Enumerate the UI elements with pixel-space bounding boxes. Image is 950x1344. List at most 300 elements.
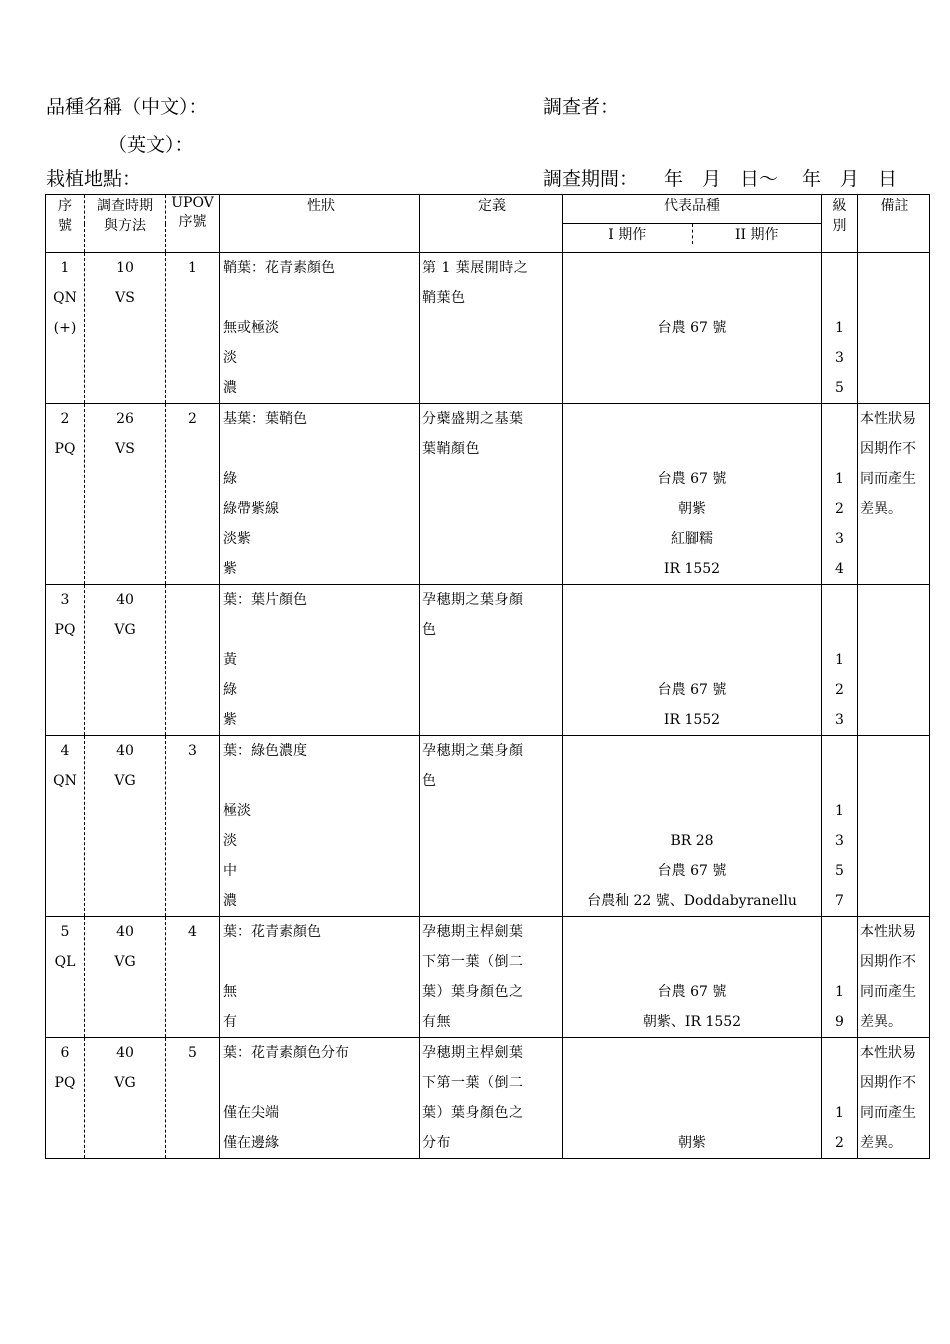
row-definition-line bbox=[422, 826, 562, 856]
row-time-line bbox=[85, 856, 165, 886]
row-note-line bbox=[860, 283, 929, 313]
row-definition-line: 第 1 葉展開時之 bbox=[422, 260, 529, 276]
row-note-line bbox=[860, 766, 929, 796]
investigator-label: 調查者： bbox=[543, 96, 620, 118]
row-time-line bbox=[85, 1128, 165, 1158]
row-varieties-cell bbox=[563, 253, 822, 404]
row-level-line: 5 bbox=[835, 863, 844, 879]
row-varieties-line bbox=[563, 1068, 821, 1098]
table-row bbox=[46, 404, 930, 585]
row-trait-line: 紫 bbox=[223, 561, 237, 577]
row-time-line: VS bbox=[115, 290, 135, 306]
col-header-note: 備註 bbox=[880, 198, 909, 214]
row-definition-line bbox=[422, 705, 562, 735]
row-seq-line: 3 bbox=[60, 592, 70, 608]
date-day-end: 日 bbox=[878, 168, 898, 190]
row-note-line bbox=[860, 796, 929, 826]
row-definition-cell bbox=[420, 1038, 563, 1159]
row-trait-line: 綠帶紫線 bbox=[223, 501, 279, 517]
table-row bbox=[46, 585, 930, 736]
row-time-line bbox=[85, 826, 165, 856]
row-upov-line bbox=[166, 615, 219, 645]
row-upov-line bbox=[166, 796, 219, 826]
row-level-line: 2 bbox=[835, 1135, 844, 1151]
row-definition-line bbox=[422, 886, 562, 916]
row-varieties-line: 台農 67 號 bbox=[657, 984, 727, 1000]
col-header-time: 調查時期 與方法 bbox=[85, 195, 166, 253]
row-seq-line bbox=[46, 856, 84, 886]
row-upov-line bbox=[166, 1128, 219, 1158]
row-note-line: 同而產生 bbox=[860, 471, 916, 487]
row-definition-line: 孕穗期之葉身顏 bbox=[422, 592, 524, 608]
row-level-line: 3 bbox=[835, 833, 844, 849]
date-day-start: 日～ bbox=[740, 168, 779, 190]
row-seq-line bbox=[46, 1128, 84, 1158]
row-varieties-cell bbox=[563, 917, 822, 1038]
row-level-line bbox=[822, 434, 857, 464]
row-upov-line bbox=[166, 494, 219, 524]
row-time-line bbox=[85, 524, 165, 554]
row-level-cell bbox=[822, 253, 858, 404]
planting-location-label: 栽植地點： bbox=[46, 168, 142, 190]
row-level-line bbox=[822, 736, 857, 766]
row-trait-line bbox=[223, 434, 419, 464]
row-definition-line bbox=[422, 675, 562, 705]
row-note-line: 差異。 bbox=[860, 1014, 902, 1030]
row-time-cell bbox=[85, 1038, 166, 1159]
row-definition-line bbox=[422, 645, 562, 675]
row-time-line: VS bbox=[115, 441, 135, 457]
row-trait-cell bbox=[220, 585, 420, 736]
row-level-line: 4 bbox=[835, 561, 844, 577]
row-note-line bbox=[860, 645, 929, 675]
row-level-line: 3 bbox=[835, 712, 844, 728]
row-note-line: 差異。 bbox=[860, 1135, 902, 1151]
col-header-trait: 性狀 bbox=[220, 195, 420, 253]
row-seq-line bbox=[46, 645, 84, 675]
row-seq-line bbox=[46, 494, 84, 524]
row-varieties-line: 台農 67 號 bbox=[657, 682, 727, 698]
row-time-line: VG bbox=[114, 954, 136, 970]
col-header-varieties: 代表品種 bbox=[563, 195, 822, 224]
row-note-cell bbox=[858, 736, 930, 917]
row-varieties-line bbox=[563, 1038, 821, 1068]
col-header-level: 級 別 bbox=[822, 195, 858, 253]
row-definition-line: 葉鞘顏色 bbox=[422, 441, 480, 457]
col-header-period1: I 期作 bbox=[563, 224, 693, 244]
row-time-line bbox=[85, 675, 165, 705]
row-seq-cell bbox=[46, 585, 85, 736]
row-upov-line: 4 bbox=[188, 924, 197, 940]
row-varieties-line bbox=[563, 434, 821, 464]
row-note-line: 因期作不 bbox=[860, 954, 916, 970]
row-upov-cell bbox=[166, 917, 220, 1038]
row-time-line bbox=[85, 554, 165, 584]
date-month-end: 月 bbox=[840, 168, 860, 190]
row-definition-line bbox=[422, 373, 562, 403]
row-trait-line: 紫 bbox=[223, 712, 237, 728]
row-definition-cell bbox=[420, 585, 563, 736]
row-definition-line: 分蘗盛期之基葉 bbox=[422, 411, 524, 427]
row-time-line: 10 bbox=[116, 260, 134, 276]
row-trait-line: 中 bbox=[223, 863, 237, 879]
row-seq-line bbox=[46, 675, 84, 705]
col-header-seq: 序 號 bbox=[46, 195, 85, 253]
row-seq-line bbox=[46, 524, 84, 554]
row-definition-line bbox=[422, 494, 562, 524]
row-trait-cell bbox=[220, 404, 420, 585]
row-varieties-line: 台農 67 號 bbox=[657, 471, 727, 487]
row-note-cell bbox=[858, 585, 930, 736]
row-time-line bbox=[85, 313, 165, 343]
row-varieties-line: 朝紫、IR 1552 bbox=[642, 1014, 742, 1030]
row-time-line: 26 bbox=[116, 411, 134, 427]
variety-name-english-label: （英文）： bbox=[108, 134, 194, 156]
row-upov-cell bbox=[166, 253, 220, 404]
row-level-line bbox=[822, 947, 857, 977]
row-level-line: 3 bbox=[835, 531, 844, 547]
table-row bbox=[46, 917, 930, 1038]
row-seq-cell bbox=[46, 736, 85, 917]
row-level-line bbox=[822, 253, 857, 283]
row-seq-line bbox=[46, 373, 84, 403]
row-upov-line bbox=[166, 645, 219, 675]
row-note-cell bbox=[858, 1038, 930, 1159]
table-row bbox=[46, 736, 930, 917]
row-definition-line: 分布 bbox=[422, 1135, 451, 1151]
row-upov-cell bbox=[166, 404, 220, 585]
row-varieties-cell bbox=[563, 404, 822, 585]
row-definition-line: 有無 bbox=[422, 1014, 451, 1030]
row-note-line: 本性狀易 bbox=[860, 1045, 916, 1061]
row-level-line bbox=[822, 917, 857, 947]
row-definition-line: 葉）葉身顏色之 bbox=[422, 984, 524, 1000]
row-note-cell bbox=[858, 253, 930, 404]
row-definition-line: 下第一葉（倒二 bbox=[422, 954, 524, 970]
row-trait-line: 綠 bbox=[223, 471, 237, 487]
row-definition-line: 下第一葉（倒二 bbox=[422, 1075, 524, 1091]
row-varieties-line: IR 1552 bbox=[663, 561, 721, 577]
row-definition-line bbox=[422, 343, 562, 373]
row-upov-line bbox=[166, 886, 219, 916]
row-level-line bbox=[822, 1038, 857, 1068]
row-varieties-line: 台農 67 號 bbox=[657, 863, 727, 879]
row-upov-line bbox=[166, 524, 219, 554]
row-trait-line: 有 bbox=[223, 1014, 237, 1030]
row-definition-line bbox=[422, 856, 562, 886]
row-definition-cell bbox=[420, 404, 563, 585]
row-upov-line bbox=[166, 675, 219, 705]
row-trait-line: 葉：綠色濃度 bbox=[223, 743, 307, 759]
row-seq-line bbox=[46, 886, 84, 916]
row-varieties-cell bbox=[563, 1038, 822, 1159]
row-seq-line: PQ bbox=[54, 441, 76, 457]
row-time-line bbox=[85, 705, 165, 735]
col-header-upov: UPOV 序號 bbox=[166, 195, 220, 253]
row-level-line: 2 bbox=[835, 501, 844, 517]
row-time-line: 40 bbox=[116, 592, 134, 608]
row-level-cell bbox=[822, 736, 858, 917]
row-trait-cell bbox=[220, 1038, 420, 1159]
col-header-period2: II 期作 bbox=[734, 227, 779, 243]
row-note-line: 同而產生 bbox=[860, 984, 916, 1000]
row-upov-line bbox=[166, 313, 219, 343]
row-varieties-line: 朝紫 bbox=[678, 1135, 706, 1151]
row-level-line bbox=[822, 1068, 857, 1098]
row-varieties-line bbox=[563, 373, 821, 403]
row-varieties-line: 台農秈 22 號、Doddabyranellu bbox=[587, 893, 797, 909]
row-note-line bbox=[860, 826, 929, 856]
row-seq-line: 5 bbox=[60, 924, 70, 940]
row-varieties-cell bbox=[563, 585, 822, 736]
row-time-line: 40 bbox=[116, 924, 134, 940]
row-upov-line bbox=[166, 585, 219, 615]
row-note-line bbox=[860, 736, 929, 766]
row-note-line bbox=[860, 253, 929, 283]
row-seq-cell bbox=[46, 917, 85, 1038]
row-seq-cell bbox=[46, 253, 85, 404]
row-upov-line: 1 bbox=[188, 260, 197, 276]
row-upov-line bbox=[166, 464, 219, 494]
row-note-cell bbox=[858, 917, 930, 1038]
row-level-line bbox=[822, 585, 857, 615]
row-definition-line bbox=[422, 464, 562, 494]
row-seq-line: 1 bbox=[60, 260, 70, 276]
row-definition-line: 孕穗期之葉身顏 bbox=[422, 743, 524, 759]
table-row bbox=[46, 253, 930, 404]
row-upov-cell bbox=[166, 1038, 220, 1159]
row-varieties-cell bbox=[563, 736, 822, 917]
row-trait-cell bbox=[220, 253, 420, 404]
row-upov-cell bbox=[166, 736, 220, 917]
row-upov-line bbox=[166, 705, 219, 735]
row-definition-line bbox=[422, 554, 562, 584]
row-seq-cell bbox=[46, 404, 85, 585]
row-note-line bbox=[860, 524, 929, 554]
row-trait-line: 僅在邊緣 bbox=[223, 1135, 279, 1151]
row-level-cell bbox=[822, 1038, 858, 1159]
row-level-cell bbox=[822, 917, 858, 1038]
row-seq-line bbox=[46, 796, 84, 826]
row-varieties-line bbox=[563, 947, 821, 977]
row-varieties-line bbox=[563, 917, 821, 947]
row-level-line: 2 bbox=[835, 682, 844, 698]
row-note-line: 差異。 bbox=[860, 501, 902, 517]
row-note-line bbox=[860, 585, 929, 615]
row-trait-cell bbox=[220, 917, 420, 1038]
row-definition-line: 鞘葉色 bbox=[422, 290, 466, 306]
row-level-line: 5 bbox=[835, 380, 844, 396]
row-varieties-line: BR 28 bbox=[670, 833, 714, 849]
row-note-line bbox=[860, 615, 929, 645]
row-level-cell bbox=[822, 585, 858, 736]
row-varieties-line: 台農 67 號 bbox=[657, 320, 727, 336]
row-level-line bbox=[822, 615, 857, 645]
row-varieties-line bbox=[563, 615, 821, 645]
survey-period-label: 調查期間： bbox=[543, 168, 639, 190]
row-trait-line: 無 bbox=[223, 984, 237, 1000]
col-header-periods bbox=[563, 224, 822, 253]
date-month-start: 月 bbox=[702, 168, 722, 190]
row-seq-line: 6 bbox=[60, 1045, 70, 1061]
row-time-line: VG bbox=[114, 1075, 136, 1091]
row-seq-line bbox=[46, 1007, 84, 1037]
row-note-line bbox=[860, 675, 929, 705]
row-level-line: 7 bbox=[835, 893, 844, 909]
row-definition-cell bbox=[420, 736, 563, 917]
row-varieties-line bbox=[563, 766, 821, 796]
row-level-line: 1 bbox=[835, 1105, 844, 1121]
row-definition-line bbox=[422, 313, 562, 343]
row-trait-line bbox=[223, 1068, 419, 1098]
row-upov-line bbox=[166, 1068, 219, 1098]
row-level-cell bbox=[822, 404, 858, 585]
row-trait-line: 極淡 bbox=[223, 803, 251, 819]
row-upov-line bbox=[166, 554, 219, 584]
survey-date-range bbox=[664, 164, 898, 191]
row-time-line bbox=[85, 494, 165, 524]
row-varieties-line bbox=[563, 253, 821, 283]
row-definition-line: 葉）葉身顏色之 bbox=[422, 1105, 524, 1121]
row-definition-cell bbox=[420, 253, 563, 404]
row-upov-line bbox=[166, 283, 219, 313]
row-trait-line bbox=[223, 615, 419, 645]
row-varieties-line bbox=[563, 343, 821, 373]
row-note-line bbox=[860, 554, 929, 584]
row-time-line: VG bbox=[114, 773, 136, 789]
row-trait-cell bbox=[220, 736, 420, 917]
date-year-start: 年 bbox=[664, 168, 684, 190]
row-note-line bbox=[860, 856, 929, 886]
row-time-line bbox=[85, 464, 165, 494]
variety-name-chinese-label: 品種名稱（中文）： bbox=[46, 96, 208, 118]
row-upov-line bbox=[166, 977, 219, 1007]
row-note-line: 同而產生 bbox=[860, 1105, 916, 1121]
row-varieties-line bbox=[563, 736, 821, 766]
row-time-line bbox=[85, 1007, 165, 1037]
row-seq-line: PQ bbox=[54, 622, 76, 638]
row-time-line: 40 bbox=[116, 1045, 134, 1061]
row-trait-line: 濃 bbox=[223, 893, 237, 909]
row-trait-line: 淡 bbox=[223, 350, 237, 366]
row-trait-line: 淡紫 bbox=[223, 531, 251, 547]
row-trait-line: 葉：花青素顏色 bbox=[223, 924, 321, 940]
row-seq-line: 4 bbox=[60, 743, 70, 759]
row-level-line bbox=[822, 404, 857, 434]
row-seq-cell bbox=[46, 1038, 85, 1159]
row-definition-line bbox=[422, 524, 562, 554]
row-varieties-line: 紅腳糯 bbox=[671, 531, 713, 547]
row-seq-line bbox=[46, 977, 84, 1007]
row-trait-line: 僅在尖端 bbox=[223, 1105, 279, 1121]
row-upov-cell bbox=[166, 585, 220, 736]
row-level-line: 1 bbox=[835, 803, 844, 819]
row-time-line bbox=[85, 343, 165, 373]
row-note-line bbox=[860, 373, 929, 403]
row-time-line bbox=[85, 977, 165, 1007]
row-note-line: 本性狀易 bbox=[860, 924, 916, 940]
row-level-line: 9 bbox=[835, 1014, 844, 1030]
row-seq-line bbox=[46, 464, 84, 494]
row-seq-line bbox=[46, 554, 84, 584]
row-time-line bbox=[85, 886, 165, 916]
row-time-line bbox=[85, 645, 165, 675]
row-definition-line: 色 bbox=[422, 622, 437, 638]
row-note-line bbox=[860, 705, 929, 735]
row-upov-line bbox=[166, 766, 219, 796]
row-upov-line bbox=[166, 856, 219, 886]
row-varieties-line bbox=[563, 585, 821, 615]
row-upov-line bbox=[166, 1098, 219, 1128]
row-trait-line: 淡 bbox=[223, 833, 237, 849]
row-seq-line: QN bbox=[53, 290, 77, 306]
row-time-line bbox=[85, 796, 165, 826]
row-upov-line bbox=[166, 1007, 219, 1037]
row-varieties-line bbox=[563, 283, 821, 313]
row-time-cell bbox=[85, 917, 166, 1038]
row-note-line: 因期作不 bbox=[860, 1075, 916, 1091]
row-trait-line: 黃 bbox=[223, 652, 237, 668]
row-trait-line: 葉：花青素顏色分布 bbox=[223, 1045, 349, 1061]
row-varieties-line: IR 1552 bbox=[663, 712, 721, 728]
row-seq-line bbox=[46, 1098, 84, 1128]
row-level-line bbox=[822, 766, 857, 796]
row-time-line bbox=[85, 1098, 165, 1128]
row-upov-line: 3 bbox=[188, 743, 197, 759]
row-varieties-line bbox=[563, 1098, 821, 1128]
row-upov-line: 2 bbox=[188, 411, 197, 427]
date-year-end: 年 bbox=[802, 168, 822, 190]
row-trait-line bbox=[223, 283, 419, 313]
row-upov-line bbox=[166, 826, 219, 856]
row-note-line bbox=[860, 313, 929, 343]
row-time-line bbox=[85, 373, 165, 403]
row-upov-line bbox=[166, 343, 219, 373]
row-varieties-line bbox=[563, 796, 821, 826]
row-trait-line bbox=[223, 947, 419, 977]
row-note-line bbox=[860, 886, 929, 916]
row-upov-line bbox=[166, 434, 219, 464]
row-upov-line: 5 bbox=[188, 1045, 197, 1061]
row-definition-line bbox=[422, 796, 562, 826]
row-definition-cell bbox=[420, 917, 563, 1038]
row-seq-line: PQ bbox=[54, 1075, 76, 1091]
row-trait-line bbox=[223, 766, 419, 796]
row-level-line: 1 bbox=[835, 652, 844, 668]
row-trait-line: 無或極淡 bbox=[223, 320, 279, 336]
row-seq-line: 2 bbox=[60, 411, 70, 427]
row-time-cell bbox=[85, 404, 166, 585]
row-seq-line bbox=[46, 826, 84, 856]
row-note-line: 本性狀易 bbox=[860, 411, 916, 427]
row-trait-line: 鞘葉：花青素顏色 bbox=[223, 260, 335, 276]
row-trait-line: 綠 bbox=[223, 682, 237, 698]
row-definition-line: 色 bbox=[422, 773, 437, 789]
row-trait-line: 葉：葉片顏色 bbox=[223, 592, 307, 608]
row-time-cell bbox=[85, 736, 166, 917]
row-level-line bbox=[822, 283, 857, 313]
row-upov-line bbox=[166, 373, 219, 403]
row-definition-line: 孕穗期主桿劍葉 bbox=[422, 1045, 524, 1061]
row-time-cell bbox=[85, 253, 166, 404]
row-time-cell bbox=[85, 585, 166, 736]
row-level-line: 1 bbox=[835, 320, 844, 336]
trait-survey-table bbox=[45, 194, 930, 1159]
row-trait-line: 濃 bbox=[223, 380, 237, 396]
row-seq-line: QN bbox=[53, 773, 77, 789]
row-varieties-line: 朝紫 bbox=[678, 501, 706, 517]
row-time-line: 40 bbox=[116, 743, 134, 759]
